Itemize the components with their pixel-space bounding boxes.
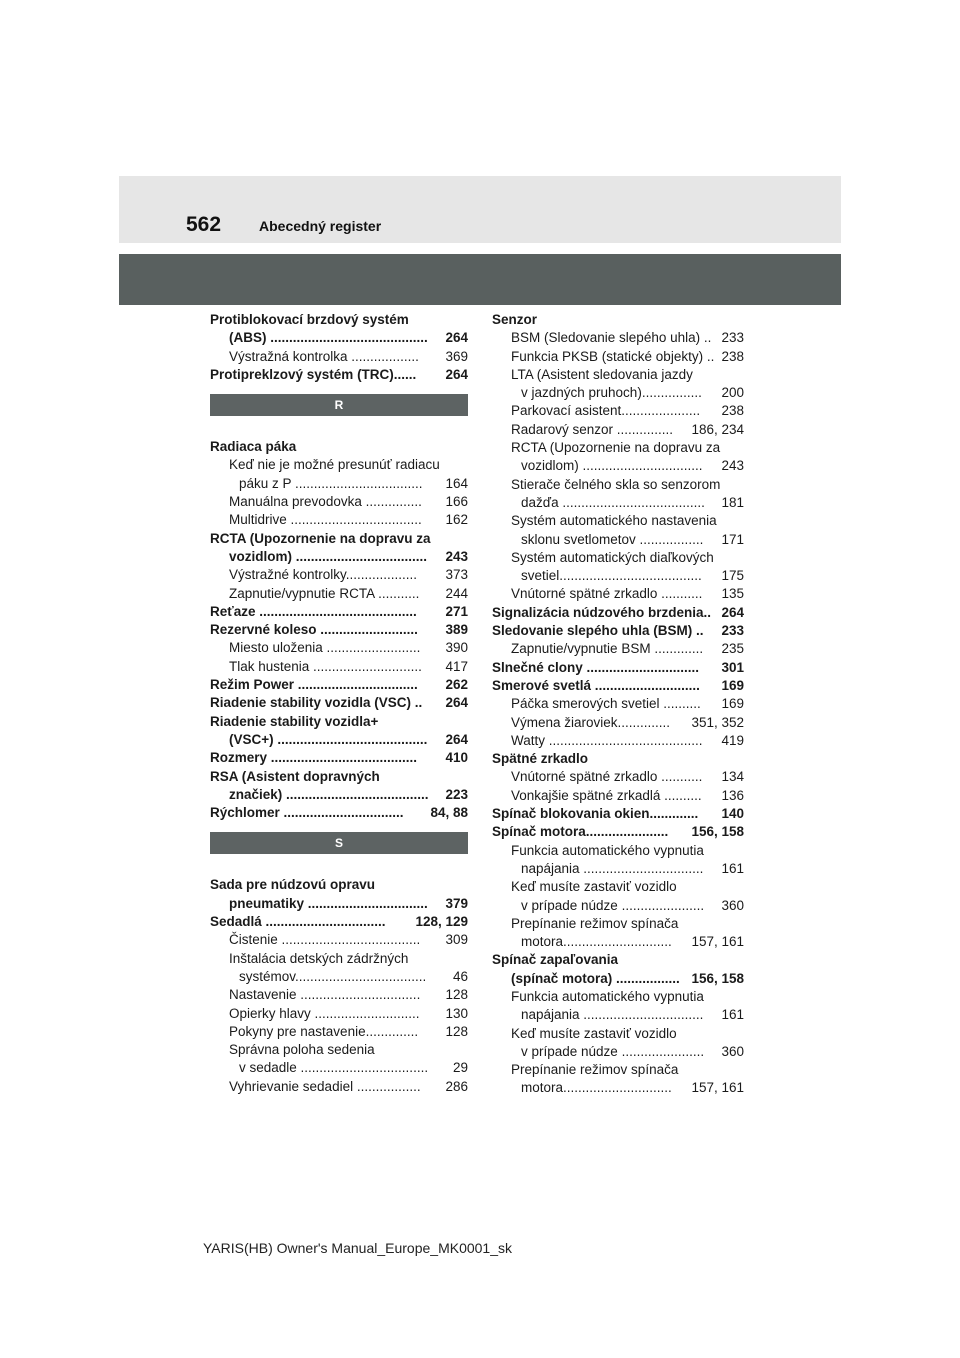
index-entry: [210, 438, 468, 456]
entry-term: Funkcia automatického vypnutia: [511, 842, 704, 858]
entry-page-ref[interactable]: 369: [443, 348, 468, 366]
entry-term: Rýchlomer ................................: [210, 805, 404, 821]
index-entry: [210, 876, 468, 894]
entry-term: Prepínanie režimov spínača: [511, 915, 679, 931]
entry-term: motora.............................: [521, 934, 672, 950]
entry-page-ref[interactable]: 238: [719, 348, 744, 366]
entry-page-ref[interactable]: 175: [719, 567, 744, 585]
entry-page-ref[interactable]: 162: [443, 511, 468, 529]
entry-term: v sedadle ..................................: [239, 1060, 429, 1076]
index-entry: [210, 950, 468, 968]
page-number: 562: [186, 213, 222, 236]
entry-term: Keď musíte zastaviť vozidlo: [511, 1025, 677, 1041]
entry-page-ref[interactable]: 238: [719, 402, 744, 420]
index-entry: [210, 585, 468, 603]
index-entry: [492, 768, 744, 786]
entry-term: Miesto uloženia .........................: [229, 640, 421, 656]
index-entry: [492, 695, 744, 713]
entry-term: Inštalácia detských zádržných: [229, 950, 409, 966]
entry-page-ref[interactable]: 351, 352: [689, 714, 744, 732]
entry-term: Smerové svetlá ............................: [492, 677, 700, 693]
index-entry: [210, 713, 468, 731]
entry-page-ref[interactable]: 128, 129: [413, 913, 468, 931]
entry-term: vozidlom) ...................................: [229, 548, 428, 564]
section-header: R: [210, 394, 468, 416]
entry-term: Spätné zrkadlo: [492, 751, 589, 767]
entry-page-ref[interactable]: 264: [443, 366, 468, 384]
entry-term: dažďa ......................................: [521, 494, 705, 510]
entry-term: napájania ................................: [521, 860, 704, 876]
entry-term: Protipreklzový systém (TRC)......: [210, 366, 417, 382]
entry-term: Sedadlá ................................: [210, 914, 386, 930]
index-entry: [210, 1078, 468, 1096]
entry-page-ref[interactable]: 390: [443, 639, 468, 657]
index-entry: [492, 585, 744, 603]
entry-term: Multidrive ...................................: [229, 512, 422, 528]
entry-term: Stierače čelného skla so senzorom: [511, 476, 721, 492]
page-title: Abecedný register: [259, 218, 382, 234]
index-entry: [492, 659, 744, 677]
entry-page-ref[interactable]: 264: [443, 694, 468, 712]
index-entry: [210, 658, 468, 676]
entry-term: Manuálna prevodovka ...............: [229, 494, 422, 510]
entry-term: Výstražné kontrolky...................: [229, 567, 418, 583]
header-dark-band: [119, 254, 841, 305]
index-entry: [492, 933, 744, 951]
index-entry: [492, 823, 744, 841]
index-entry: [210, 931, 468, 949]
index-entry: [210, 621, 468, 639]
index-entry: [492, 439, 744, 457]
entry-term: Keď nie je možné presunúť radiacu: [229, 457, 440, 473]
index-entry: [210, 603, 468, 621]
entry-term: Nastavenie ................................: [229, 987, 421, 1003]
entry-page-ref[interactable]: 128: [443, 1023, 468, 1041]
index-entry: [210, 731, 468, 749]
entry-page-ref[interactable]: 271: [443, 603, 468, 621]
entry-term: v prípade núdze ......................: [521, 1043, 705, 1059]
index-entry: [492, 842, 744, 860]
index-entry: [210, 804, 468, 822]
entry-page-ref[interactable]: 164: [443, 475, 468, 493]
entry-page-ref[interactable]: 84, 88: [428, 804, 468, 822]
index-entry: [492, 421, 744, 439]
entry-page-ref[interactable]: 135: [719, 585, 744, 603]
footer-text: YARIS(HB) Owner's Manual_Europe_MK0001_sk: [203, 1240, 512, 1256]
entry-term: Systém automatických diaľkových: [511, 549, 714, 565]
index-entry: [210, 475, 468, 493]
entry-page-ref[interactable]: 243: [443, 548, 468, 566]
section-header: S: [210, 832, 468, 854]
index-entry: [492, 567, 744, 585]
entry-term: Sledovanie slepého uhla (BSM) ..: [492, 623, 704, 639]
entry-term: Vnútorné spätné zrkadlo ...........: [511, 769, 703, 785]
index-entry: [210, 986, 468, 1004]
index-entry: [210, 1023, 468, 1041]
index-entry: [210, 566, 468, 584]
entry-term: (spínač motora) .................: [511, 970, 680, 986]
entry-term: v jazdných pruhoch)................: [521, 385, 702, 401]
index-entry: [492, 750, 744, 768]
entry-page-ref[interactable]: 166: [443, 493, 468, 511]
index-entry: [210, 348, 468, 366]
entry-term: v prípade núdze ......................: [521, 897, 705, 913]
entry-term: pneumatiky ................................: [229, 895, 428, 911]
entry-term: Funkcia automatického vypnutia: [511, 988, 704, 1004]
index-entry: [492, 951, 744, 969]
entry-page-ref[interactable]: 169: [719, 677, 744, 695]
index-entry: [210, 311, 468, 329]
index-entry: [492, 1006, 744, 1024]
entry-page-ref[interactable]: 200: [719, 384, 744, 402]
entry-page-ref[interactable]: 157, 161: [689, 933, 744, 951]
entry-term: značiek) ......................................: [229, 786, 429, 802]
index-entry: [210, 694, 468, 712]
index-entry: [210, 639, 468, 657]
index-entry: [492, 860, 744, 878]
index-entry: [210, 895, 468, 913]
entry-term: Opierky hlavy ............................: [229, 1005, 420, 1021]
entry-term: Režim Power ................................: [210, 677, 418, 693]
entry-term: LTA (Asistent sledovania jazdy: [511, 366, 693, 382]
entry-term: Senzor: [492, 312, 538, 327]
entry-term: Slnečné clony ..............................: [492, 659, 700, 675]
entry-term: Správna poloha sedenia: [229, 1042, 375, 1058]
index-entry: [492, 512, 744, 530]
index-entry: [492, 402, 744, 420]
entry-page-ref[interactable]: 140: [719, 805, 744, 823]
entry-term: Rezervné koleso ..........................: [210, 622, 418, 638]
entry-page-ref[interactable]: 309: [443, 931, 468, 949]
entry-term: Tlak hustenia .............................: [229, 658, 422, 674]
index-entry: [492, 531, 744, 549]
index-entry: [210, 968, 468, 986]
entry-page-ref[interactable]: 262: [443, 676, 468, 694]
index-entry: [492, 1079, 744, 1097]
index-entry: [210, 768, 468, 786]
entry-page-ref[interactable]: 389: [443, 621, 468, 639]
entry-page-ref[interactable]: 29: [451, 1059, 468, 1077]
entry-term: Vnútorné spätné zrkadlo ...........: [511, 586, 703, 602]
entry-term: Výmena žiaroviek..............: [511, 714, 671, 730]
entry-term: Spínač motora......................: [492, 824, 669, 840]
entry-term: Watty .........................................: [511, 732, 703, 748]
entry-page-ref[interactable]: 373: [443, 566, 468, 584]
entry-term: Výstražná kontrolka ..................: [229, 348, 419, 364]
entry-term: napájania ................................: [521, 1007, 704, 1023]
index-entry: [492, 348, 744, 366]
entry-term: Zapnutie/vypnutie BSM .............: [511, 641, 704, 657]
entry-term: Vonkajšie spätné zrkadlá ..........: [511, 787, 702, 803]
index-entry: [210, 1059, 468, 1077]
entry-term: Parkovací asistent.....................: [511, 403, 701, 419]
entry-page-ref[interactable]: 128: [443, 986, 468, 1004]
entry-term: Riadenie stability vozidla (VSC) ..: [210, 695, 423, 711]
entry-term: Čistenie .....................................: [229, 932, 421, 948]
entry-page-ref[interactable]: 264: [443, 329, 468, 347]
entry-page-ref[interactable]: 156, 158: [689, 970, 744, 988]
index-entry: [492, 897, 744, 915]
index-entry: [492, 787, 744, 805]
entry-page-ref[interactable]: 161: [719, 860, 744, 878]
entry-term: Keď musíte zastaviť vozidlo: [511, 879, 677, 895]
entry-page-ref[interactable]: 169: [719, 695, 744, 713]
index-column-right: [492, 311, 744, 1098]
index-entry: [492, 311, 744, 329]
entry-term: systémov...................................: [239, 968, 427, 984]
entry-term: Systém automatického nastavenia: [511, 513, 717, 529]
entry-term: (VSC+) ........................................: [229, 731, 428, 747]
entry-page-ref[interactable]: 233: [719, 329, 744, 347]
entry-page-ref[interactable]: 186, 234: [689, 421, 744, 439]
index-entry: [492, 1043, 744, 1061]
index-entry: [492, 915, 744, 933]
entry-term: Protiblokovací brzdový systém: [210, 312, 409, 327]
entry-page-ref[interactable]: 419: [719, 732, 744, 750]
entry-page-ref[interactable]: 264: [443, 731, 468, 749]
entry-term: páku z P ..................................: [239, 475, 423, 491]
entry-term: sklonu svetlometov .................: [521, 531, 704, 547]
entry-page-ref[interactable]: 360: [719, 897, 744, 915]
entry-term: Reťaze ..........................................: [210, 603, 417, 619]
entry-term: Riadenie stability vozidla+: [210, 713, 379, 729]
entry-page-ref[interactable]: 243: [719, 457, 744, 475]
entry-page-ref[interactable]: 379: [443, 895, 468, 913]
index-entry: [492, 329, 744, 347]
entry-term: Prepínanie režimov spínača: [511, 1062, 679, 1078]
index-entry: [492, 549, 744, 567]
index-entry: [492, 384, 744, 402]
entry-term: vozidlom) ................................: [521, 458, 703, 474]
entry-page-ref[interactable]: 223: [443, 786, 468, 804]
entry-term: RCTA (Upozornenie na dopravu za: [511, 440, 721, 456]
entry-page-ref[interactable]: 136: [719, 787, 744, 805]
index-entry: [210, 530, 468, 548]
entry-term: RSA (Asistent dopravných: [210, 768, 380, 784]
index-entry: [210, 676, 468, 694]
entry-term: Radiaca páka: [210, 439, 297, 455]
entry-term: Funkcia PKSB (statické objekty) ..: [511, 348, 715, 364]
entry-page-ref[interactable]: 156, 158: [689, 823, 744, 841]
header-band: [119, 176, 841, 243]
entry-term: motora.............................: [521, 1080, 672, 1096]
index-entry: [492, 970, 744, 988]
entry-term: RCTA (Upozornenie na dopravu za: [210, 530, 431, 546]
index-entry: [492, 1025, 744, 1043]
entry-page-ref[interactable]: 264: [719, 604, 744, 622]
entry-page-ref[interactable]: 233: [719, 622, 744, 640]
index-entry: [492, 640, 744, 658]
entry-page-ref[interactable]: 161: [719, 1006, 744, 1024]
entry-page-ref[interactable]: 171: [719, 531, 744, 549]
index-entry: [210, 1005, 468, 1023]
entry-term: Rozmery .......................................: [210, 750, 418, 766]
entry-term: Pokyny pre nastavenie..............: [229, 1023, 419, 1039]
index-entry: [210, 1041, 468, 1059]
entry-page-ref[interactable]: 157, 161: [689, 1079, 744, 1097]
index-entry: [492, 604, 744, 622]
entry-page-ref[interactable]: 417: [443, 658, 468, 676]
index-entry: [210, 913, 468, 931]
index-entry: [492, 457, 744, 475]
index-entry: [492, 988, 744, 1006]
entry-page-ref[interactable]: 130: [443, 1005, 468, 1023]
index-entry: [210, 786, 468, 804]
index-entry: [492, 878, 744, 896]
entry-page-ref[interactable]: 134: [719, 768, 744, 786]
index-entry: [492, 476, 744, 494]
index-entry: [210, 366, 468, 384]
entry-term: Spínač blokovania okien.............: [492, 806, 699, 822]
index-entry: [210, 456, 468, 474]
entry-term: Spínač zapaľovania: [492, 952, 618, 968]
index-entry: [210, 749, 468, 767]
entry-term: svetiel......................................: [521, 568, 702, 584]
index-entry: [210, 329, 468, 347]
index-entry: [210, 548, 468, 566]
index-entry: [492, 494, 744, 512]
entry-page-ref[interactable]: 46: [451, 968, 468, 986]
index-column-left: [210, 311, 468, 1096]
entry-page-ref[interactable]: 410: [443, 749, 468, 767]
index-entry: [492, 1061, 744, 1079]
index-entry: [492, 805, 744, 823]
entry-page-ref[interactable]: 301: [719, 659, 744, 677]
entry-term: Radarový senzor ...............: [511, 421, 674, 437]
entry-term: Páčka smerových svetiel ..........: [511, 696, 701, 712]
index-entry: [492, 732, 744, 750]
entry-term: Vyhrievanie sedadiel .................: [229, 1078, 421, 1094]
entry-page-ref[interactable]: 235: [719, 640, 744, 658]
entry-term: Sada pre núdzovú opravu: [210, 877, 376, 893]
entry-term: (ABS) ..........................................: [229, 330, 428, 346]
index-entry: [492, 366, 744, 384]
entry-page-ref[interactable]: 244: [443, 585, 468, 603]
entry-page-ref[interactable]: 181: [719, 494, 744, 512]
entry-term: BSM (Sledovanie slepého uhla) ..: [511, 330, 712, 346]
index-entry: [492, 677, 744, 695]
index-entry: [210, 493, 468, 511]
entry-page-ref[interactable]: 360: [719, 1043, 744, 1061]
entry-term: Signalizácia núdzového brzdenia..: [492, 604, 712, 620]
entry-term: Zapnutie/vypnutie RCTA ...........: [229, 585, 420, 601]
index-entry: [492, 714, 744, 732]
entry-page-ref[interactable]: 286: [443, 1078, 468, 1096]
index-entry: [210, 511, 468, 529]
index-entry: [492, 622, 744, 640]
